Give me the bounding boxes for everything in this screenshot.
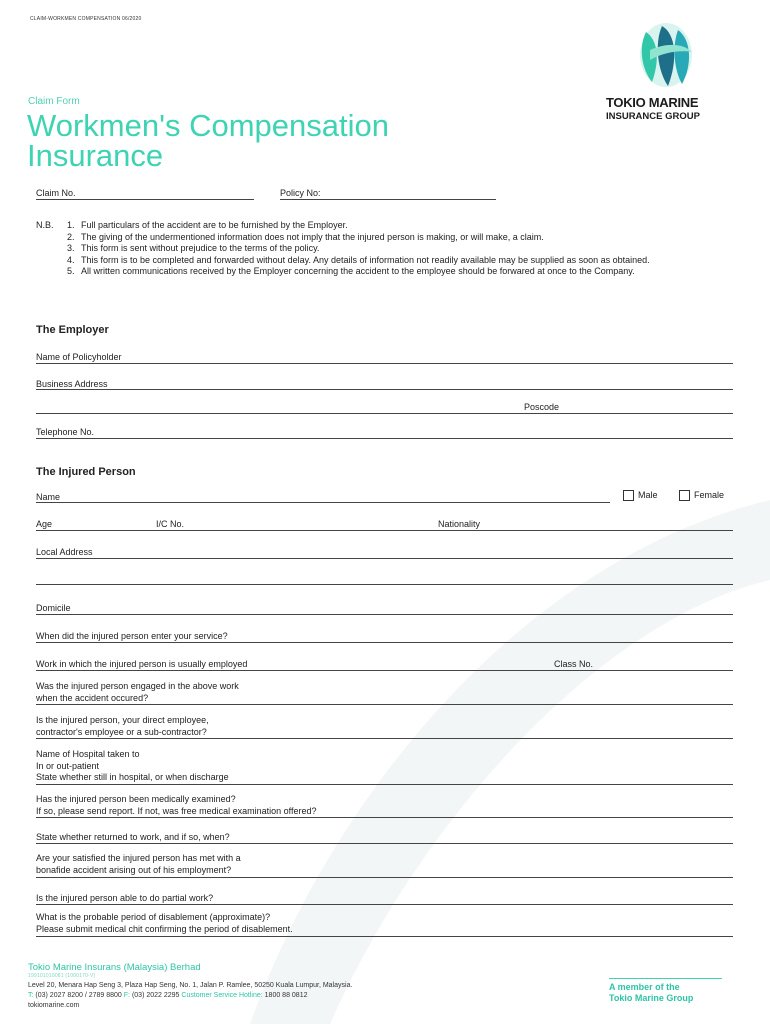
form-code: CLAIM-WORKMEN COMPENSATION 06/2020 (30, 16, 142, 22)
female-option[interactable] (679, 490, 724, 501)
male-checkbox[interactable] (623, 490, 634, 501)
business-address-field-2[interactable] (36, 413, 733, 414)
claim-no-field[interactable] (36, 199, 254, 200)
telephone-label: Telephone No. (36, 427, 95, 437)
nb-item: 2. The giving of the undermentioned information does not imply that the injured person is making, or will make, a claim. (67, 231, 544, 242)
nb-list (67, 220, 747, 278)
form-subtitle: Claim Form (28, 96, 80, 107)
returned-field[interactable] (36, 843, 733, 844)
footer-address: Level 20, Menara Hap Seng 3, Plaza Hap Seng, No. 1, Jalan P. Ramlee, 50250 Kuala Lumpur, Malaysia. (28, 982, 353, 989)
enter-service-field[interactable] (36, 642, 733, 643)
business-address-label: Business Address (36, 379, 108, 389)
female-label: Female (694, 490, 725, 500)
nb-item: 3. This form is sent without prejudice to the terms of the policy. (67, 243, 320, 253)
name-label: Name (36, 492, 61, 502)
direct-employee-field[interactable] (36, 738, 733, 739)
usual-work-field[interactable] (36, 670, 733, 671)
engaged-question: Was the injured person engaged in the above work when the accident occured? (36, 681, 239, 703)
nationality-label: Nationality (438, 519, 481, 529)
nb-item: 5. All written communications received by the Employer concerning the accident to the employee should be forwared at once to the Company. (67, 266, 635, 276)
partial-work-question: Is the injured person able to do partial work? (36, 893, 214, 903)
examined-field[interactable] (36, 817, 733, 818)
policyholder-field[interactable] (36, 363, 733, 364)
bonafide-question: Are your satisfied the injured person has met with a bonafide accident arising out of his employment? (36, 853, 241, 875)
disablement-field[interactable] (36, 936, 733, 937)
male-option[interactable] (623, 490, 658, 501)
member-divider (609, 978, 722, 979)
injured-heading: The Injured Person (36, 466, 136, 478)
policy-no-label: Policy No: (280, 188, 321, 198)
domicile-field[interactable] (36, 614, 733, 615)
male-label: Male (638, 490, 658, 500)
member-text: A member of the Tokio Marine Group (609, 982, 694, 1003)
disablement-question: What is the probable period of disablement (approximate)? Please submit medical chit confirming the period of disablement. (36, 912, 293, 934)
page-title (27, 108, 389, 173)
policyholder-label: Name of Policyholder (36, 352, 122, 362)
poscode-label: Poscode (524, 402, 560, 412)
logo-text-sub: INSURANCE GROUP (606, 111, 700, 122)
policy-no-field[interactable] (280, 199, 496, 200)
footer-company: Tokio Marine Insurans (Malaysia) Berhad (28, 962, 201, 973)
bonafide-field[interactable] (36, 877, 733, 878)
footer-reg-no: 199101010081 (1000170-V) (28, 973, 96, 979)
title-line-1: Workmen's Compensation (27, 108, 389, 143)
business-address-field-1[interactable] (36, 389, 733, 390)
name-field[interactable] (36, 502, 610, 503)
age-ic-nationality-field[interactable] (36, 530, 733, 531)
footer-contact: T: (03) 2027 8200 / 2789 8800 F: (03) 2022 2295 Customer Service Hotline: 1800 88 0812 (28, 992, 308, 999)
hospital-field[interactable] (36, 784, 733, 785)
engaged-field[interactable] (36, 704, 733, 705)
logo-emblem-icon (628, 20, 708, 90)
claim-no-label: Claim No. (36, 188, 76, 198)
female-checkbox[interactable] (679, 490, 690, 501)
direct-employee-question: Is the injured person, your direct employee, contractor's employee or a sub-contractor? (36, 715, 209, 737)
employer-heading: The Employer (36, 324, 109, 336)
hospital-question: Name of Hospital taken to In or out-patient State whether still in hospital, or when discharge (36, 749, 229, 782)
ic-label: I/C No. (156, 519, 185, 529)
local-address-label: Local Address (36, 547, 93, 557)
usual-work-question: Work in which the injured person is usually employed (36, 659, 248, 669)
logo-text-main: TOKIO MARINE (606, 95, 699, 110)
partial-work-field[interactable] (36, 904, 733, 905)
company-logo (606, 20, 726, 122)
footer-website[interactable]: tokiomarine.com (28, 1002, 80, 1009)
returned-question: State whether returned to work, and if so, when? (36, 832, 230, 842)
nb-item: 1. Full particulars of the accident are to be furnished by the Employer. (67, 220, 348, 230)
nb-item: 4. This form is to be completed and forwarded without delay. Any details of information not readily available may be supplied as soon as obtained. (67, 254, 650, 265)
nb-label: N.B. (36, 220, 54, 230)
domicile-label: Domicile (36, 603, 71, 613)
class-no-label: Class No. (554, 659, 594, 669)
enter-service-question: When did the injured person enter your service? (36, 631, 228, 641)
local-address-field-1[interactable] (36, 558, 733, 559)
telephone-field[interactable] (36, 438, 733, 439)
age-label: Age (36, 519, 53, 529)
examined-question: Has the injured person been medically examined? If so, please send report. If not, was free medical examination offered? (36, 794, 317, 816)
title-line-2: Insurance (27, 138, 164, 173)
local-address-field-2[interactable] (36, 584, 733, 585)
